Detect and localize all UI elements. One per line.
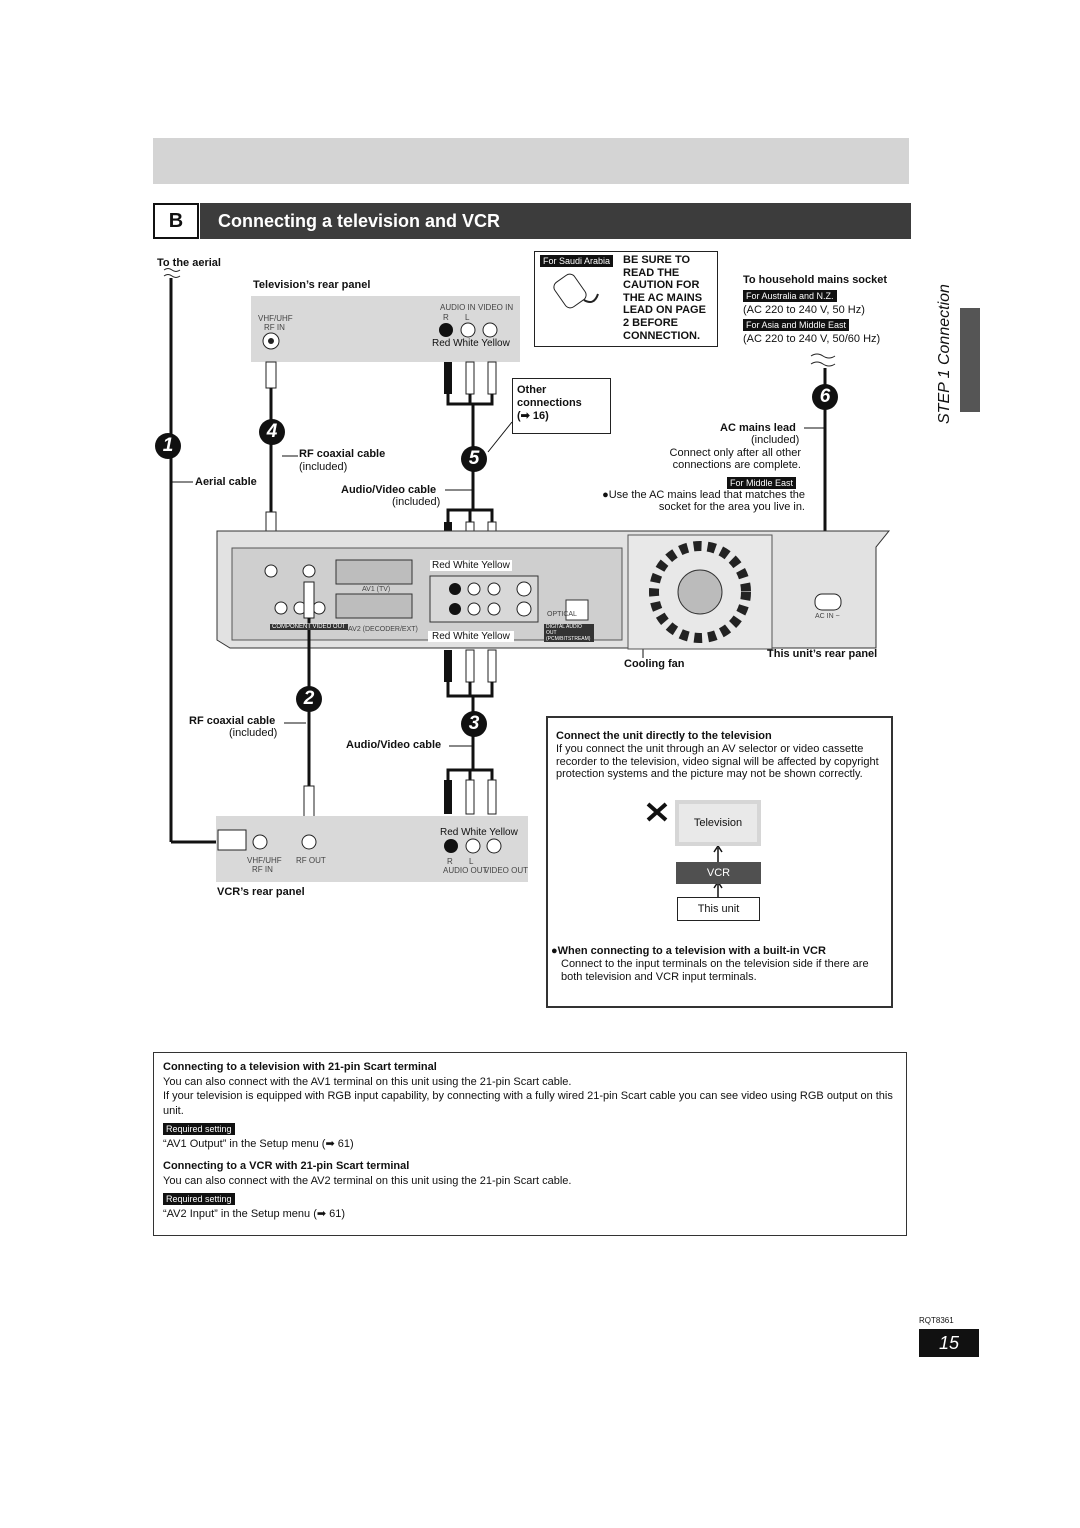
vcr-rf-out-label: RF OUT [296, 856, 326, 865]
caution-line: CONNECTION. [623, 329, 700, 342]
vcr-video-out-label: VIDEO OUT [484, 866, 529, 875]
tv-r-label: R [443, 313, 449, 322]
vcr-vhf-label: VHF/UHF [247, 856, 282, 865]
section-title: Connecting a television and VCR [200, 203, 911, 239]
scart-tv-p2: If your television is equipped with RGB input capability, by connecting with a fully wired 21-pin Scart cable you can see video using RGB output on this unit. [163, 1090, 893, 1117]
page-number: 15 [919, 1329, 979, 1357]
rf-coax-label-bottom: RF coaxial cable [189, 715, 276, 727]
optical-label: OPTICAL [547, 611, 577, 618]
rf-coax-label-top: RF coaxial cable [299, 448, 386, 460]
vcr-audio-out-label: AUDIO OUT [443, 866, 488, 875]
this-unit-box: This unit [677, 897, 760, 921]
vcr-r-label: R [447, 857, 453, 866]
vcr-rf-in-label: RF IN [252, 865, 273, 874]
vcr-l-label: L [469, 857, 474, 866]
television-label: Television [679, 804, 757, 842]
unit-ryw-top: Red White Yellow [432, 560, 510, 571]
scart-tv-setting: “AV1 Output” in the Setup menu (➡ 61) [163, 1137, 354, 1150]
aerial-label: To the aerial [157, 257, 221, 269]
component-label: COMPONENT VIDEO OUT [272, 624, 346, 630]
ac-note-2: connections are complete. [672, 459, 801, 471]
cooling-fan-label: Cooling fan [624, 658, 685, 670]
required-setting-tag: Required setting [163, 1123, 235, 1135]
tv-video-in-label: VIDEO IN [478, 303, 514, 312]
av-cable-label-bottom: Audio/Video cable [346, 739, 442, 751]
vcr-rear-panel-label: VCR’s rear panel [217, 886, 305, 898]
tv-l-label: L [465, 313, 470, 322]
direct-body: If you connect the unit through an AV selector or video cassette recorder to the television, video signal will be affected by copyright protection systems and the picture may not be shown correctly. [556, 743, 879, 781]
scart-tv-title: Connecting to a television with 21-pin Scart terminal [163, 1061, 437, 1073]
av2-label: AV2 (DECODER/EXT) [348, 626, 418, 633]
scart-vcr-title: Connecting to a VCR with 21-pin Scart terminal [163, 1160, 410, 1172]
saudi-tag: For Saudi Arabia [540, 255, 613, 267]
tv-rear-panel-label: Television’s rear panel [253, 279, 371, 291]
doc-code: RQT8361 [919, 1316, 954, 1325]
mains-title: To household mains socket [743, 274, 888, 286]
tv-vhf-label: VHF/UHF [258, 314, 293, 323]
av-cable-label-top: Audio/Video cable [341, 484, 437, 496]
required-setting-tag: Required setting [163, 1193, 235, 1205]
builtin-vcr-body: Connect to the input terminals on the television side if there are both television and VCR input terminals. [561, 958, 869, 983]
other-connections-box [512, 378, 611, 434]
other-connections-label: Other connections [517, 384, 582, 409]
caution-line: BE SURE TO [623, 254, 691, 266]
builtin-vcr-title: ●When connecting to a television with a built-in VCR [551, 945, 826, 957]
unit-ryw-bottom: Red White Yellow [428, 631, 514, 642]
television-box [675, 800, 761, 846]
unit-rear-panel-label: This unit’s rear panel [767, 648, 878, 660]
direct-title: Connect the unit directly to the television [556, 730, 772, 742]
av-cable-included-top: (included) [392, 496, 441, 508]
scart-vcr-setting: “AV2 Input” in the Setup menu (➡ 61) [163, 1207, 346, 1220]
asia-tag: For Asia and Middle East [743, 319, 849, 331]
av1-label: AV1 (TV) [362, 586, 391, 593]
ac-note-1: Connect only after all other [669, 447, 801, 459]
digital-out-label: DIGITAL AUDIO OUT (PCM/BITSTREAM) [544, 624, 594, 642]
step-2-badge: 2 [296, 686, 322, 712]
caution-text [623, 254, 706, 342]
step-3-badge: 3 [461, 711, 487, 737]
caution-line: 2 BEFORE [623, 316, 679, 329]
step-4-badge: 4 [259, 419, 285, 445]
tv-ryw-label: Red White Yellow [432, 338, 510, 349]
rf-coax-included-top: (included) [299, 461, 348, 473]
other-connections-ref: (➡ 16) [517, 410, 549, 422]
caution-line: LEAD ON PAGE [623, 304, 706, 317]
section-letter: B [153, 203, 199, 239]
asia-spec: (AC 220 to 240 V, 50/60 Hz) [743, 333, 881, 345]
rf-coax-included-bottom: (included) [229, 727, 278, 739]
caution-line: READ THE [623, 266, 680, 279]
step-1-badge: 1 [155, 433, 181, 459]
ac-use-2: socket for the area you live in. [658, 501, 805, 513]
vcr-ryw-label: Red White Yellow [440, 827, 518, 838]
caution-line: CAUTION FOR [623, 279, 700, 292]
ac-lead-included: (included) [751, 434, 800, 446]
australia-spec: (AC 220 to 240 V, 50 Hz) [743, 304, 865, 316]
step-label: STEP 1 Connection [936, 284, 953, 424]
tv-rf-in-label: RF IN [264, 323, 285, 332]
step-5-badge: 5 [461, 446, 487, 472]
scart-info-box [153, 1052, 907, 1236]
ac-use-1: ●Use the AC mains lead that matches the [602, 489, 805, 501]
middle-east-tag: For Middle East [727, 477, 796, 489]
scart-vcr-p1: You can also connect with the AV2 terminal on this unit using the 21-pin Scart cable. [163, 1174, 572, 1187]
step-6-badge: 6 [812, 384, 838, 410]
tv-audio-in-label: AUDIO IN [440, 303, 476, 312]
caution-line: THE AC MAINS [623, 291, 703, 304]
australia-tag: For Australia and N.Z. [743, 290, 837, 302]
ac-in-label: AC IN ~ [815, 613, 840, 620]
scart-tv-p1: You can also connect with the AV1 terminal on this unit using the 21-pin Scart cable. [163, 1075, 572, 1088]
caution-box [534, 251, 718, 347]
aerial-cable-label: Aerial cable [195, 476, 257, 488]
vcr-box: VCR [676, 862, 761, 884]
ac-lead-label: AC mains lead [720, 422, 796, 434]
